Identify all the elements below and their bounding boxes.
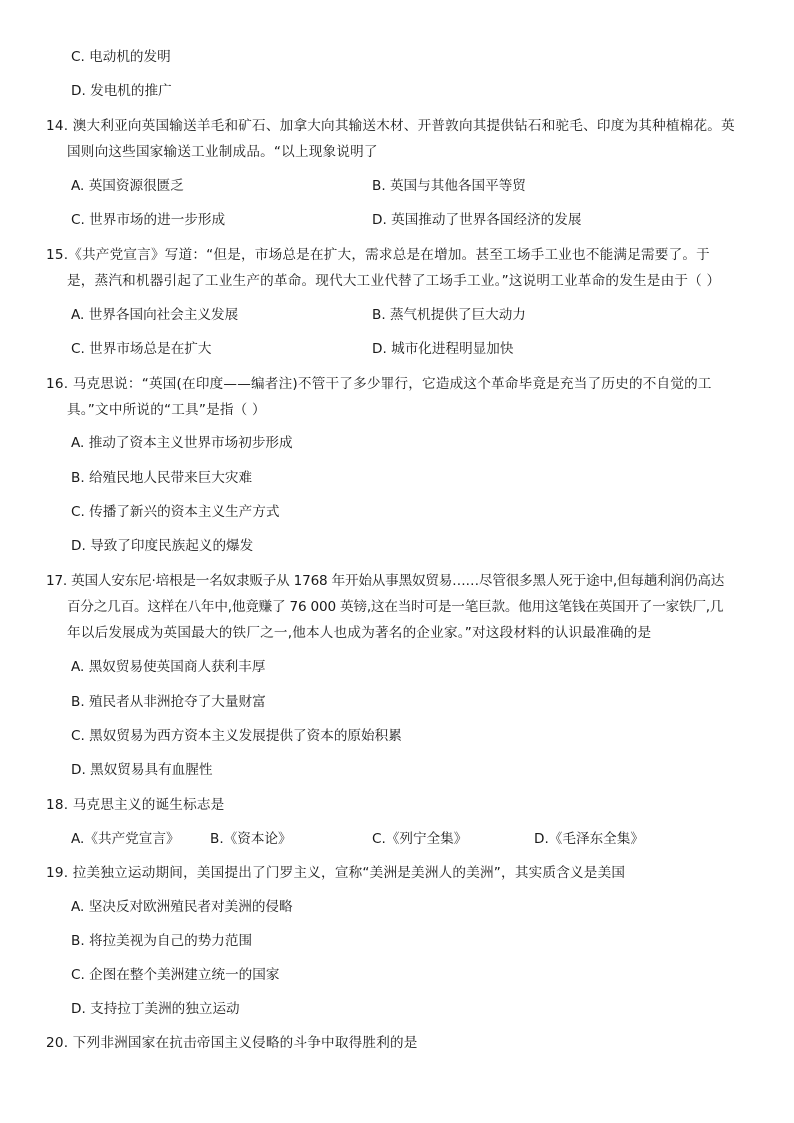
q18-option-d[interactable]: D.《毛泽东全集》	[534, 831, 644, 847]
q17-option-d[interactable]: D. 黑奴贸易具有血腥性	[71, 762, 213, 778]
q14-option-d[interactable]: D. 英国推动了世界各国经济的发展	[372, 212, 582, 228]
q14-option-b[interactable]: B. 英国与其他各国平等贸	[372, 178, 526, 194]
q15-stem-line1: 15.《共产党宣言》写道：“但是，市场总是在扩大，需求总是在增加。甚至工场手工业也不能满足需要了。于	[46, 247, 710, 263]
q13-option-c[interactable]: C. 电动机的发明	[71, 49, 171, 65]
q15-option-b[interactable]: B. 蒸气机提供了巨大动力	[372, 307, 526, 323]
q19-option-d[interactable]: D. 支持拉丁美洲的独立运动	[71, 1001, 240, 1017]
q16-option-a[interactable]: A. 推动了资本主义世界市场初步形成	[71, 435, 293, 451]
q14-option-a[interactable]: A. 英国资源很匮乏	[71, 178, 184, 194]
q19-stem-line1: 19. 拉美独立运动期间，美国提出了门罗主义，宣称“美洲是美洲人的美洲”，其实质含义是美国	[46, 865, 626, 881]
q15-option-c[interactable]: C. 世界市场总是在扩大	[71, 341, 212, 357]
q18-option-b[interactable]: B.《资本论》	[210, 831, 292, 847]
q15-stem-line2: 是，蒸汽和机器引起了工业生产的革命。现代大工业代替了工场手工业。”这说明工业革命的发生是由于（ ）	[67, 273, 721, 289]
q16-option-c[interactable]: C. 传播了新兴的资本主义生产方式	[71, 504, 280, 520]
q13-option-d[interactable]: D. 发电机的推广	[71, 83, 172, 99]
q15-option-d[interactable]: D. 城市化进程明显加快	[372, 341, 514, 357]
q18-option-a[interactable]: A.《共产党宣言》	[71, 831, 180, 847]
q19-option-c[interactable]: C. 企图在整个美洲建立统一的国家	[71, 967, 280, 983]
q16-stem-line1: 16. 马克思说：“英国(在印度——编者注)不管干了多少罪行，它造成这个革命毕竟是充当了历史的不自觉的工	[46, 376, 712, 392]
q20-stem-line1: 20. 下列非洲国家在抗击帝国主义侵略的斗争中取得胜利的是	[46, 1035, 418, 1051]
q18-option-c[interactable]: C.《列宁全集》	[372, 831, 468, 847]
q16-option-b[interactable]: B. 给殖民地人民带来巨大灾难	[71, 470, 253, 486]
q17-option-b[interactable]: B. 殖民者从非洲抢夺了大量财富	[71, 694, 266, 710]
q16-stem-line2: 具。”文中所说的“工具”是指（ ）	[67, 402, 266, 418]
q17-stem-line2: 百分之几百。这样在八年中,他竟赚了 76 000 英镑,这在当时可是一笔巨款。他用这笔钱在英国开了一家铁厂,几	[67, 599, 724, 615]
q17-option-c[interactable]: C. 黑奴贸易为西方资本主义发展提供了资本的原始积累	[71, 728, 402, 744]
q15-option-a[interactable]: A. 世界各国向社会主义发展	[71, 307, 239, 323]
q14-option-c[interactable]: C. 世界市场的进一步形成	[71, 212, 226, 228]
q19-option-a[interactable]: A. 坚决反对欧洲殖民者对美洲的侵略	[71, 899, 293, 915]
q17-stem-line1: 17. 英国人安东尼·培根是一名奴隶贩子从 1768 年开始从事黑奴贸易……尽管很多黑人死于途中,但每趟利润仍高达	[46, 573, 725, 589]
q14-stem-line1: 14. 澳大利亚向英国输送羊毛和矿石、加拿大向其输送木材、开普敦向其提供钻石和驼毛、印度为其种植棉花。英	[46, 118, 735, 134]
q18-stem-line1: 18. 马克思主义的诞生标志是	[46, 797, 225, 813]
q17-option-a[interactable]: A. 黑奴贸易使英国商人获利丰厚	[71, 659, 266, 675]
q16-option-d[interactable]: D. 导致了印度民族起义的爆发	[71, 538, 254, 554]
q14-stem-line2: 国则向这些国家输送工业制成品。“以上现象说明了	[67, 144, 378, 160]
q19-option-b[interactable]: B. 将拉美视为自己的势力范围	[71, 933, 253, 949]
q17-stem-line3: 年以后发展成为英国最大的铁厂之一,他本人也成为著名的企业家。”对这段材料的认识最准确的是	[67, 625, 652, 641]
